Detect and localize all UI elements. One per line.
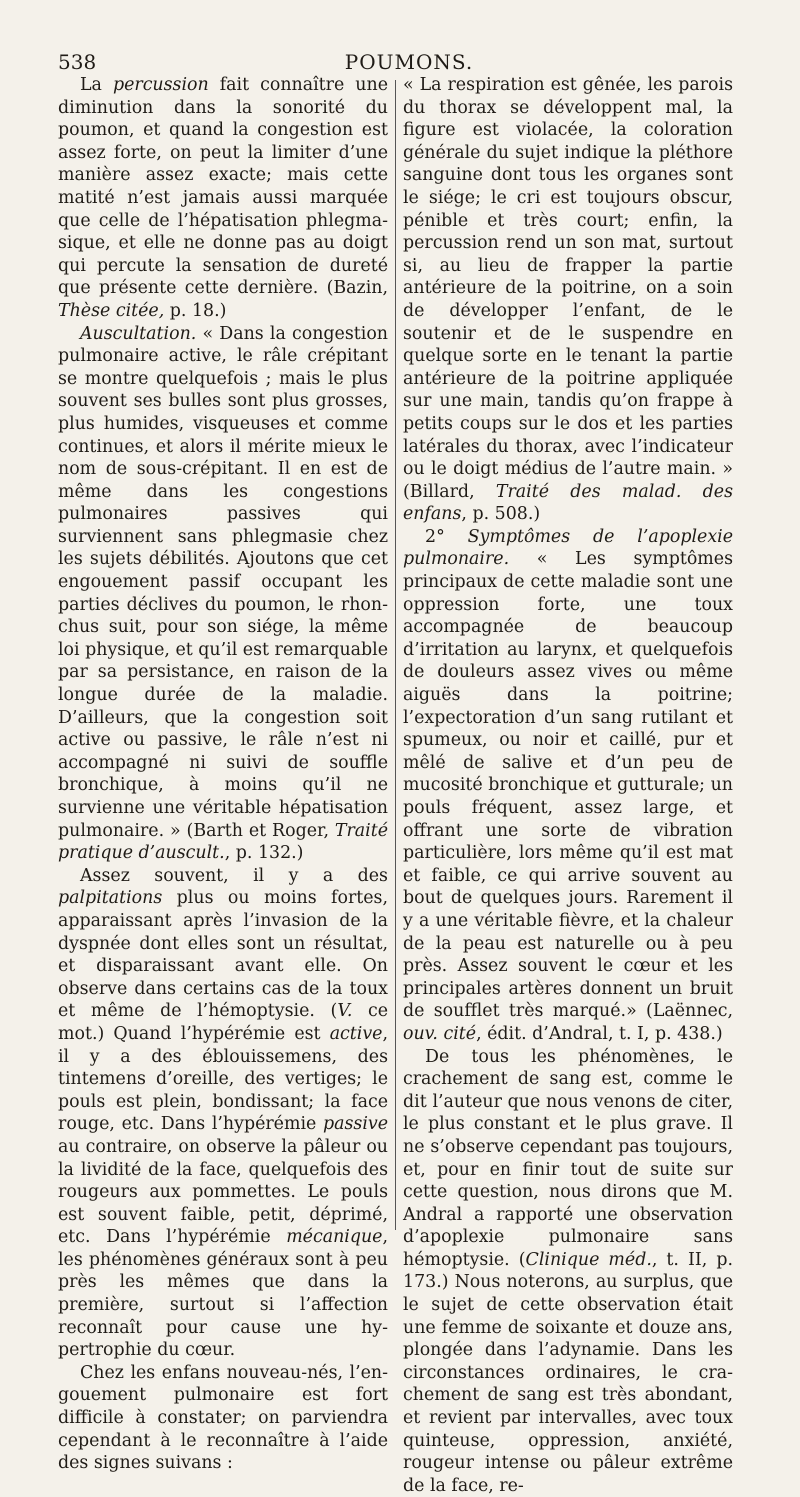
paragraph [58,1362,388,1475]
paragraph [403,74,733,526]
italic-text: Clinique méd. [525,1249,652,1270]
text-run: , t. II, p. 173.) Nous noterons, au surplus, que le sujet de cette observation était une femme de soixante et douze ans, plongée dans l’adynamie. Dans les circonstances ordinaires, le crachement de sang est très abondant, et revient par intervalles, avec toux quinteuse, oppression, anxiété, rougeur intense ou pâleur extrême de la face, re- [403,1249,733,1496]
left-column [58,74,388,1475]
text-run: fait connaître une diminution dans la sonorité du poumon, et quand la congestion est assez forte, on peut la limiter d’une manière assez exacte; mais cette matité n’est jamais aussi marquée que celle de l’hépatisation phlegmasique, et elle ne donne pas au doigt qui percute la sensation de dureté que présente cette dernière. (Bazin, [58,75,388,299]
text-run: 2° [425,526,468,547]
text-run: ce mot.) Quand l’hypérémie est [58,1001,389,1044]
text-run: « La respiration est gênée, les parois du thorax se développent mal, la figure est violacée, la coloration générale du sujet indique la pléthore sanguine dont tous les organes sont le siége; le cri est toujours obscur, pénible et très court; enfin, la percussion rend un son mat, surtout si, au lieu de frapper la partie antérieure de la poitrine, on a soin de développer l’enfant, de le soutenir et de le suspendre en quelque sorte en le tenant la partie antérieure de la poitrine appliquée sur une main, tandis qu’on frappe à petits coups sur le dos et les parties latérales du thorax, avec l’indicateur ou le doigt médius de l’autre main. » (Billard, [403,75,733,502]
text-run: « Les symptômes principaux de cette maladie sont une oppression forte, une toux accompagnée de beaucoup d’irritation au larynx, et quelquefois de douleurs assez vives ou même aiguës dans la poitrine; l’expectoration d’un sang rutilant et spumeux, ou noir et caillé, pur et mêlé de salive et d’un peu de mucosité bronchique et gutturale; un pouls fréquent, assez large, et offrant une sorte de vibration particulière, lors même qu’il est mat et faible, ce qui arrive souvent au bout de quelques jours. Rarement il y a une véritable fièvre, et la chaleur de la peau est naturelle ou à peu près. Assez souvent le cœur et les principales artères donnent un bruit de soufflet très marqué.» (Laënnec, [403,549,733,1022]
text-run: , il y a des éblouissemens, des tintemens d’oreille, des vertiges; le pouls est plein, bondissant; la face rouge, etc. Dans l’hypérémie [58,1023,388,1135]
text-run: , édit. d’Andral, t. I, p. 438.) [476,1023,723,1044]
italic-text: palpitations [58,888,163,909]
italic-text: Thèse citée, [58,300,165,321]
text-run: Chez les enfans nouveau-nés, l’engouement pulmonaire est fort difficile à constater; on parviendra cependant à le reconnaître à l’aide des signes suivans : [58,1362,388,1474]
text-run: « Dans la congestion pulmonaire active, le râle crépitant se montre quelquefois ; mais le plus souvent ses bulles sont plus grosses, plus humides, visqueuses et comme continues, et alors il mérite mieux le nom de sous-crépitant. Il en est de même dans les congestions pulmonaires passives qui surviennent sans phlegmasie chez les sujets débilités. Ajoutons que cet engouement passif occupant les parties déclives du poumon, le rhonchus suit, pour son siége, la même loi physique, et qu’il est remarquable par sa persistance, en raison de la longue durée de la maladie. D’ailleurs, que la congestion soit active ou passive, le râle n’est ni accompagné ni suivi de souffle bronchique, à moins qu’il ne survienne une véritable hépatisation pulmonaire. » (Barth et Roger, [58,323,388,841]
italic-text: Traité pratique d’auscult. [58,820,388,864]
text-run: La [80,75,113,95]
italic-text: mécanique [286,1227,383,1248]
column-divider [395,80,396,1230]
italic-text: ouv. cité [403,1023,477,1044]
text-run: , les phénomènes généraux sont à peu près les mêmes que dans la première, surtout si l’affection reconnaît pour cause une hypertrophie du cœur. [58,1227,388,1361]
text-run: au contraire, on observe la pâleur ou la lividité de la face, quelquefois des rougeurs aux pommettes. Le pouls est souvent faible, petit, déprimé, etc. Dans l’hypérémie [58,1136,388,1248]
right-column [403,74,733,1497]
running-head: POUMONS. [344,50,474,74]
text-run: p. 18.) [164,300,227,321]
text-run: Assez souvent, il y a des [80,865,388,886]
paragraph [58,865,388,1362]
italic-text: Symptômes de l’apoplexie pulmonaire. [403,526,733,570]
text-run: , p. 508.) [461,504,541,525]
text-run: De tous les phénomènes, le crachement de sang est, comme le dit l’auteur que nous venons de citer, le plus constant et le plus grave. Il ne s’observe cependant pas toujours, et, pour en finir tout de suite sur cette question, nous dirons que M. Andral a rapporté une observation d’apoplexie pulmonaire sans hémoptysie. ( [403,1046,733,1270]
italic-text: V. [337,1001,353,1022]
text-run: plus ou moins fortes, apparaissant après l’invasion de la dyspnée dont elles sont un résultat, et disparaissant avant elle. On observe dans certains cas de la toux et même de l’hémoptysie. ( [58,888,388,1022]
paragraph [403,1046,733,1497]
italic-text: passive [322,1114,388,1135]
paragraph [58,323,388,865]
paragraph [403,526,733,1046]
italic-text: active [329,1023,383,1044]
italic-text: Traité des malad. des enfans [403,481,733,525]
paragraph [58,74,388,323]
italic-text: Auscultation. [80,323,197,344]
text-run: , p. 132.) [224,843,304,864]
page-number: 538 [58,50,97,74]
italic-text: percussion [112,75,209,95]
